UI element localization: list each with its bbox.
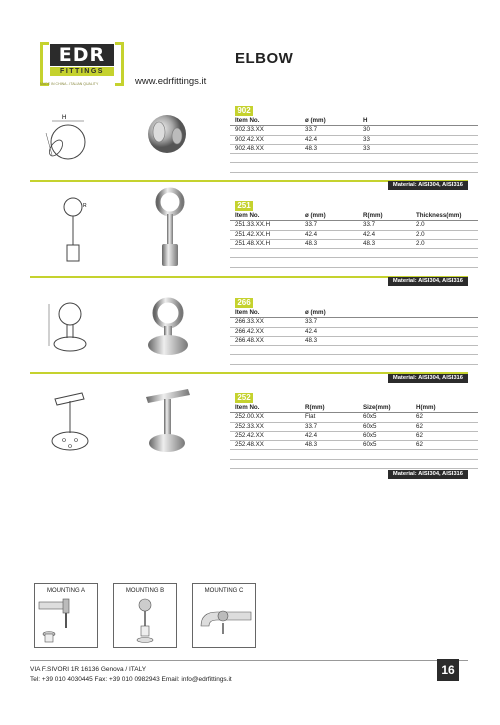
col-thickness: Thickness(mm): [416, 212, 462, 219]
footer-address: VIA F.SIVORI 1R 16136 Genova / ITALY: [30, 666, 147, 673]
cell-h: 62: [416, 431, 423, 439]
logo-bracket-right: [115, 42, 124, 86]
col-item-no: Item No.: [235, 117, 260, 124]
drawing-252: [40, 385, 100, 465]
cell-diameter: 48.3: [305, 239, 318, 247]
cell-r: 48.3: [363, 239, 376, 247]
cell-r: Flat: [305, 413, 316, 421]
cell-item: 266.42.XX: [235, 327, 264, 335]
cell-diameter: 42.4: [305, 135, 318, 143]
cell-item: 266.33.XX: [235, 318, 264, 326]
item-code-badge: 266: [235, 298, 253, 308]
cell-diameter: 33.7: [305, 221, 318, 229]
table-row-empty: [230, 258, 478, 267]
mounting-a-diagram: [35, 596, 97, 646]
material-label: Material: AISI304, AISI316: [388, 470, 468, 479]
table-row: [230, 328, 478, 337]
logo-tagline: MADE IN CHINA - ITALIAN QUALITY: [40, 82, 99, 86]
col-item-no: Item No.: [235, 212, 260, 219]
cell-item: 902.42.XX: [235, 135, 264, 143]
col-size: Size(mm): [363, 404, 391, 411]
spec-table-252: [230, 404, 478, 469]
cell-size: 60x5: [363, 431, 377, 439]
edr-logo: [40, 42, 124, 92]
footer-divider: [30, 660, 468, 661]
table-header: [230, 212, 478, 221]
cell-item: 252.00.XX: [235, 413, 264, 421]
table-row: [230, 231, 478, 240]
table-row: [230, 423, 478, 432]
col-item-no: Item No.: [235, 404, 260, 411]
mounting-a-box: [34, 583, 98, 648]
cell-r: 48.3: [305, 441, 318, 449]
cell-diameter: 42.4: [305, 327, 318, 335]
table-header: [230, 309, 478, 318]
cell-h: 33: [363, 144, 370, 152]
drawing-251: [55, 195, 95, 270]
svg-text:H: H: [62, 115, 67, 121]
table-row-empty: [230, 355, 478, 364]
photo-251: [150, 188, 190, 273]
cell-item: 251.42.XX.H: [235, 230, 271, 238]
svg-text:R: R: [83, 203, 87, 209]
cell-item: 252.48.XX: [235, 441, 264, 449]
col-h: H: [363, 117, 368, 124]
spec-table-266: [230, 309, 478, 365]
cell-size: 60x5: [363, 422, 377, 430]
cell-h: 33: [363, 135, 370, 143]
material-label: Material: AISI304, AISI316: [388, 181, 468, 190]
mounting-c-label: MOUNTING C: [204, 588, 244, 594]
mounting-c-box: [192, 583, 256, 648]
col-diameter: ø (mm): [305, 212, 326, 219]
spec-table-902: [230, 117, 478, 173]
col-h: H(mm): [416, 404, 436, 411]
cell-size: 60x5: [363, 413, 377, 421]
col-diameter: ø (mm): [305, 117, 326, 124]
logo-subtext: FITTINGS: [50, 67, 114, 76]
cell-h: 62: [416, 413, 423, 421]
table-row-empty: [230, 249, 478, 258]
table-row: [230, 240, 478, 249]
mounting-a-label: MOUNTING A: [46, 588, 85, 594]
table-row: [230, 441, 478, 450]
mounting-b-diagram: [114, 596, 176, 646]
item-code-badge: 902: [235, 106, 253, 116]
mounting-b-label: MOUNTING B: [125, 588, 165, 594]
table-row: [230, 145, 478, 154]
table-header: [230, 117, 478, 126]
drawing-902: [38, 115, 93, 165]
table-row-empty: [230, 163, 478, 172]
cell-diameter: 48.3: [305, 144, 318, 152]
cell-h: 30: [363, 126, 370, 134]
cell-diameter: 33.7: [305, 318, 318, 326]
page-number: 16: [437, 659, 459, 681]
cell-thickness: 2.0: [416, 230, 425, 238]
cell-diameter: 42.4: [305, 230, 318, 238]
spec-table-251: [230, 212, 478, 268]
cell-item: 252.33.XX: [235, 422, 264, 430]
material-label: Material: AISI304, AISI316: [388, 277, 468, 286]
mounting-c-diagram: [193, 596, 255, 646]
website-link[interactable]: www.edrfittings.it: [135, 76, 207, 87]
page-title: ELBOW: [235, 50, 294, 67]
cell-h: 62: [416, 441, 423, 449]
logo-bracket-left: [40, 42, 49, 86]
cell-item: 902.48.XX: [235, 144, 264, 152]
material-label: Material: AISI304, AISI316: [388, 374, 468, 383]
cell-r: 42.4: [363, 230, 376, 238]
table-row: [230, 432, 478, 441]
table-row-empty: [230, 154, 478, 163]
table-header: [230, 404, 478, 413]
table-row: [230, 221, 478, 230]
item-code-badge: 251: [235, 201, 253, 211]
cell-item: 252.42.XX: [235, 431, 264, 439]
photo-902: [145, 112, 190, 157]
cell-thickness: 2.0: [416, 221, 425, 229]
col-r: R(mm): [363, 212, 383, 219]
photo-266: [138, 295, 198, 360]
cell-item: 902.33.XX: [235, 126, 264, 134]
col-diameter: ø (mm): [305, 309, 326, 316]
cell-r: 33.7: [305, 422, 318, 430]
table-row-empty: [230, 346, 478, 355]
logo-text: EDR: [50, 44, 114, 66]
table-row: [230, 337, 478, 346]
cell-r: 33.7: [363, 221, 376, 229]
table-row: [230, 413, 478, 422]
cell-diameter: 33.7: [305, 126, 318, 134]
cell-size: 60x5: [363, 441, 377, 449]
table-row-empty: [230, 450, 478, 459]
footer-contacts: Tel: +39 010 4030445 Fax: +39 010 0982943 Email: info@edrfittings.it: [30, 676, 232, 683]
table-row: [230, 126, 478, 135]
cell-diameter: 48.3: [305, 336, 318, 344]
cell-item: 251.33.XX.H: [235, 221, 271, 229]
photo-252: [138, 385, 198, 460]
cell-h: 62: [416, 422, 423, 430]
cell-item: 266.48.XX: [235, 336, 264, 344]
table-row: [230, 318, 478, 327]
cell-thickness: 2.0: [416, 239, 425, 247]
item-code-badge: 252: [235, 393, 253, 403]
mounting-b-box: [113, 583, 177, 648]
table-row: [230, 136, 478, 145]
drawing-266: [45, 300, 100, 365]
table-row-empty: [230, 460, 478, 469]
col-r: R(mm): [305, 404, 325, 411]
footer-contact: [30, 665, 232, 685]
cell-r: 42.4: [305, 431, 318, 439]
col-item-no: Item No.: [235, 309, 260, 316]
cell-item: 251.48.XX.H: [235, 239, 271, 247]
